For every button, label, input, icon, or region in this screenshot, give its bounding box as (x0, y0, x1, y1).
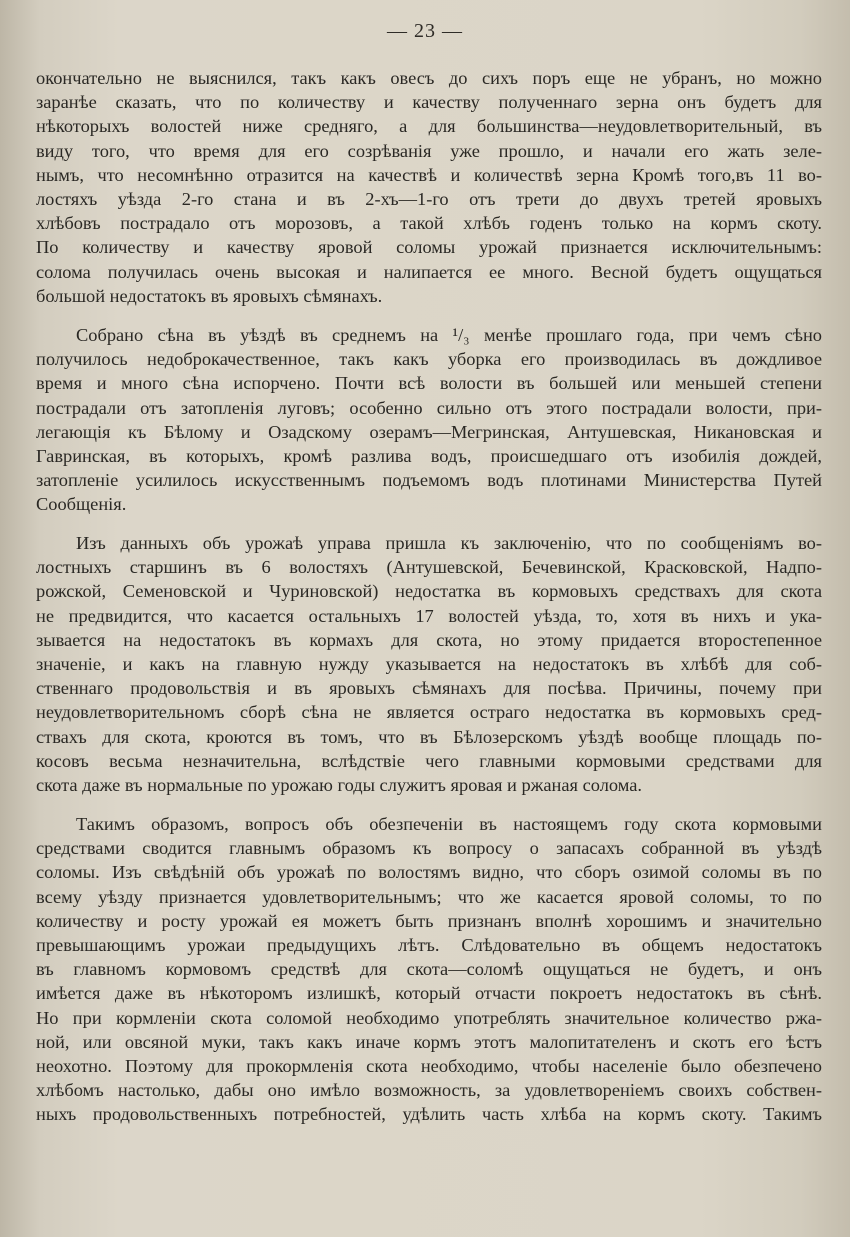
text-line: скота даже въ нормальные по урожаю годы служитъ яровая и ржаная солома. (36, 774, 643, 795)
text-line: нымъ, что несомнѣнно отразится на качествѣ и количествѣ зерна Кромѣ того,въ 11 во- (36, 164, 822, 185)
text-line: значеніе, и какъ на главную нужду указывается на недостатокъ въ хлѣбѣ для соб- (36, 653, 822, 674)
text-line: нѣкоторыхъ волостей ниже средняго, а для большинства—неудовлетворительный, въ (36, 116, 822, 137)
text-line: превышающимъ урожаи предыдущихъ лѣтъ. Слѣдовательно въ общемъ недостатокъ (36, 934, 822, 955)
text-line: заранѣе сказать, что по количеству и качеству полученнаго зерна онъ будетъ для (36, 92, 822, 113)
text-line: большой недостатокъ въ яровыхъ сѣмянахъ. (36, 285, 383, 306)
text-line: легающія къ Бѣлому и Озадскому озерамъ—Мегринская, Антушевская, Никановская и (36, 421, 822, 442)
text-line: солома получилась очень высокая и налипается ее много. Весной будетъ ощущаться (36, 261, 822, 282)
text-line: затопленіе усилилось искусственнымъ подъемомъ водъ плотинами Министерства Путей (36, 470, 822, 491)
text-line: Такимъ образомъ, вопросъ объ обезпеченіи въ настоящемъ году скота кормовыми (76, 814, 822, 834)
text-line: неохотно. Поэтому для прокормленія скота необходимо, чтобы населеніе было обезпечено (36, 1055, 822, 1076)
text-line: пострадали отъ затопленія луговъ; особенно сильно отъ этого пострадали волости, при- (36, 397, 822, 418)
text-line: Сообщенія. (36, 494, 127, 515)
text-line: ствахъ для скота, кроются въ томъ, что въ Бѣлозерскомъ уѣздѣ вообще площадь по- (36, 726, 822, 747)
text-line: хлѣбовъ пострадало отъ морозовъ, а такой хлѣбъ годенъ только на кормъ скоту. (36, 213, 822, 234)
text-line: Гавринская, въ которыхъ, кромѣ разлива водъ, происшедшаго отъ изобилія дождей, (36, 445, 822, 466)
text-line: виду того, что время для его созрѣванія уже прошло, и начали его жать зеле- (36, 140, 822, 161)
text-line: Собрано сѣна въ уѣздѣ въ среднемъ на ¹/₃ менѣе прошлаго года, при чемъ сѣно (76, 325, 822, 345)
text-line: косовъ весьма незначительна, вслѣдствіе чего главными кормовыми средствами для (36, 750, 822, 771)
text-line: всему уѣзду признается удовлетворительнымъ; что же касается яровой соломы, то по (36, 886, 822, 907)
text-line: не предвидится, что касается остальныхъ 17 волостей уѣзда, то, хотя въ нихъ и ука- (36, 605, 822, 626)
paragraph-board-conclusion (36, 531, 822, 797)
text-line: въ главномъ кормовомъ средствѣ для скота—соломѣ ощущаться не будетъ, и онъ (36, 959, 822, 980)
text-line: зывается на недостатокъ въ кормахъ для скота, но этому придается второстепенное (36, 629, 822, 650)
text-line: время и много сѣна испорчено. Почти всѣ волости въ большей или меньшей степени (36, 373, 822, 394)
text-line: хлѣбомъ настолько, дабы оно имѣло возможность, за удовлетвореніемъ своихъ собствен- (36, 1080, 822, 1101)
paragraph-hay (36, 323, 822, 517)
text-line: имѣется даже въ нѣкоторомъ излишкѣ, который отчасти покроетъ недостатокъ въ сѣнѣ. (36, 983, 822, 1004)
paragraph-fodder-question (36, 812, 822, 1126)
text-line: Но при кормленіи скота соломой необходимо употреблять значительное количество ржа- (36, 1007, 822, 1028)
text-line: ной, или овсяной муки, такъ какъ иначе кормъ этотъ малопитателенъ и скотъ его ѣстъ (36, 1031, 822, 1052)
page-number: — 23 — (387, 20, 463, 42)
text-line: лостяхъ уѣзда 2-го стана и въ 2-хъ—1-го отъ трети до двухъ третей яровыхъ (36, 188, 822, 209)
text-line: окончательно не выяснился, такъ какъ овесъ до сихъ поръ еще не убранъ, но можно (36, 68, 822, 88)
paragraph-oats-straw (36, 66, 822, 308)
text-line: неудовлетворительномъ сборѣ сѣна не является остраго недостатка въ кормовыхъ сред- (36, 702, 822, 723)
text-line: количеству и росту урожай ея можетъ быть признанъ вполнѣ хорошимъ и значительно (36, 910, 822, 931)
text-line: ственнаго продовольствія и въ яровыхъ сѣмянахъ для посѣва. Причины, почему при (36, 678, 822, 699)
text-line: получилось недоброкачественное, такъ какъ уборка его производилась въ дождливое (36, 349, 822, 370)
text-line: Изъ данныхъ объ урожаѣ управа пришла къ заключенію, что по сообщеніямъ во- (76, 533, 822, 553)
text-line: По количеству и качеству яровой соломы урожай признается исключительнымъ: (36, 237, 822, 258)
text-line: рожской, Семеновской и Чуриновской) недостатка въ кормовыхъ средствахъ для скота (36, 581, 822, 602)
text-line: ныхъ продовольственныхъ потребностей, удѣлить часть хлѣба на кормъ скоту. Такимъ (36, 1104, 822, 1125)
text-line: лостныхъ старшинъ въ 6 волостяхъ (Антушевской, Бечевинской, Красковской, Надпо- (36, 557, 822, 578)
text-line: соломы. Изъ свѣдѣній объ урожаѣ по волостямъ видно, что сборъ озимой соломы въ по (36, 862, 822, 883)
text-line: средствами сводится главнымъ образомъ къ вопросу о запасахъ собранной въ уѣздѣ (36, 838, 822, 859)
